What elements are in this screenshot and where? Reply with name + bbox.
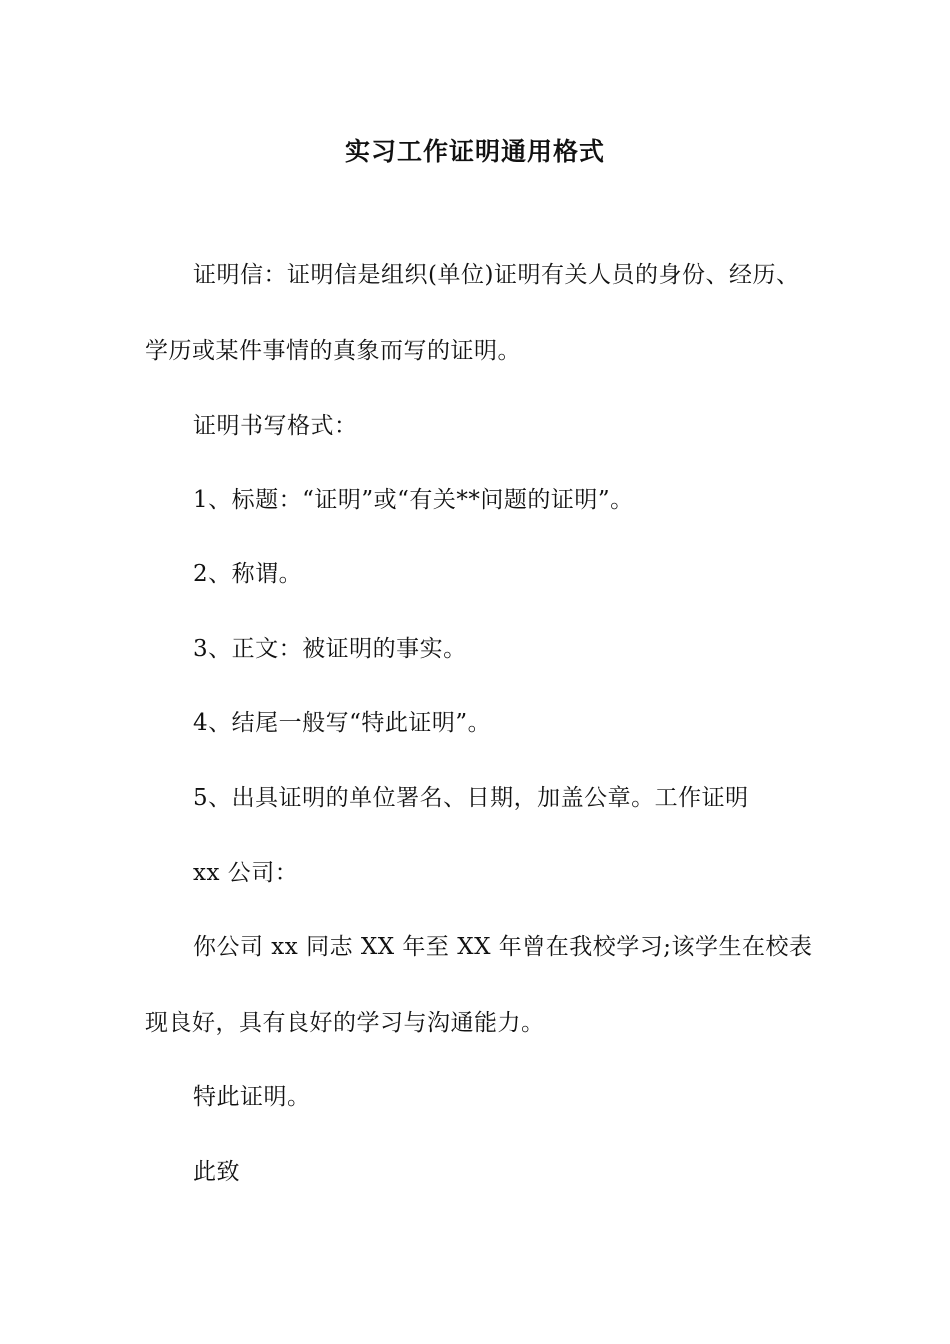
format-item-4: 4、结尾一般写“特此证明”。 — [193, 710, 492, 736]
format-item-1: 1、标题：“证明”或“有关**问题的证明”。 — [193, 487, 634, 513]
format-item-2: 2、称谓。 — [193, 561, 303, 587]
format-item-3: 3、正文：被证明的事实。 — [193, 636, 467, 662]
closing-regards: 此致 — [193, 1159, 240, 1185]
format-heading: 证明书写格式： — [193, 413, 358, 439]
paragraph-line-1: 证明信：证明信是组织(单位)证明有关人员的身份、经历、 — [193, 262, 800, 288]
format-item-5: 5、出具证明的单位署名、日期，加盖公章。工作证明 — [193, 785, 749, 811]
paragraph-line-2: 学历或某件事情的真象而写的证明。 — [145, 338, 521, 364]
salutation: xx 公司： — [193, 860, 299, 886]
body-line-2: 现良好，具有良好的学习与沟通能力。 — [145, 1010, 545, 1036]
body-line-1: 你公司 xx 同志 XX 年至 XX 年曾在我校学习;该学生在校表 — [193, 934, 813, 960]
document-title: 实习工作证明通用格式 — [344, 137, 605, 166]
closing-certify: 特此证明。 — [193, 1084, 311, 1110]
